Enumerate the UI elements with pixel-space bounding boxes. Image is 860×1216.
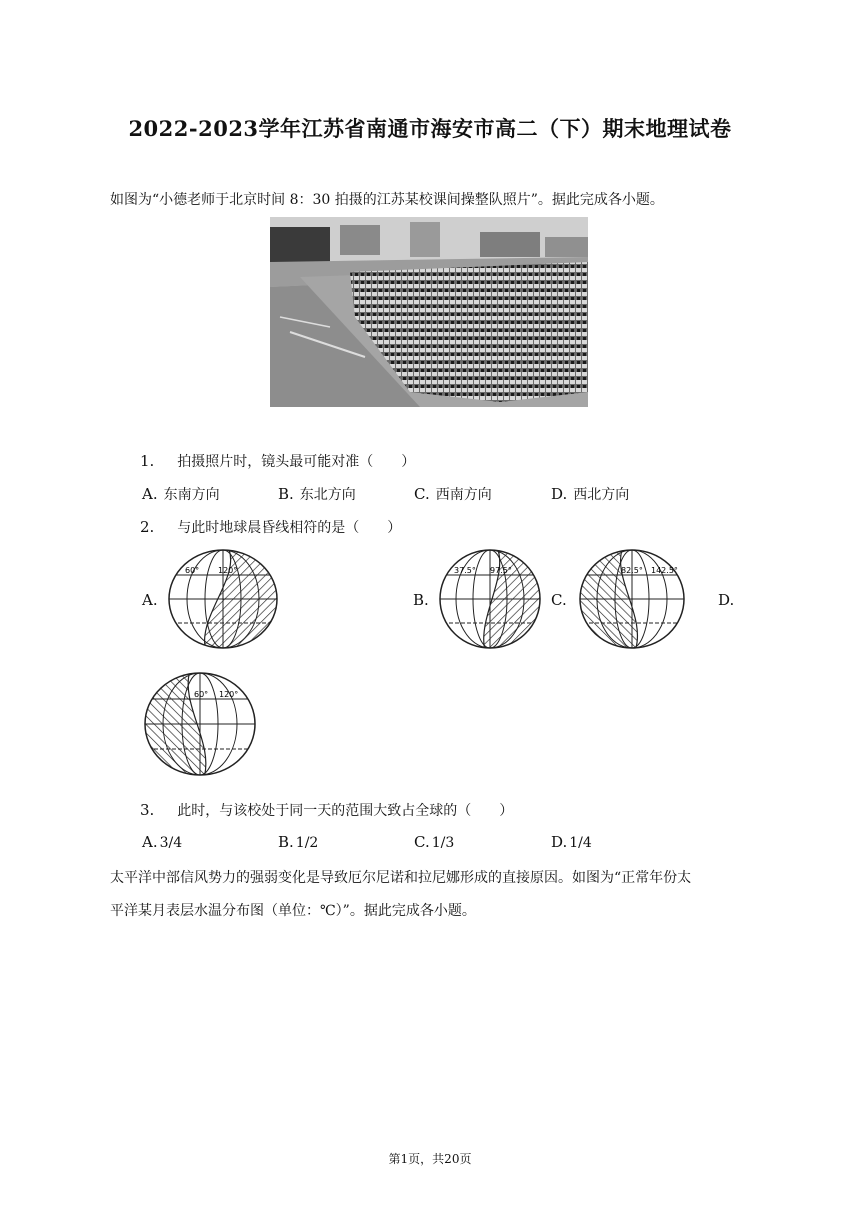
q1-option-a: A. 东南方向 bbox=[142, 485, 220, 503]
globe-label: 60° bbox=[185, 566, 200, 575]
intro-paragraph-2-line-1: 太平洋中部信风势力的强弱变化是导致厄尔尼诺和拉尼娜形成的直接原因。如图为“正常年份太 bbox=[110, 870, 692, 886]
intro-paragraph-2-line-2: 平洋某月表层水温分布图（单位：℃）”。据此完成各小题。 bbox=[110, 903, 476, 919]
question-number: 2. bbox=[140, 518, 155, 536]
q2-option-d-key: D. bbox=[718, 591, 735, 609]
q3-option-a: A. 3/4 bbox=[142, 833, 183, 851]
q2-option-b-key: B. bbox=[413, 591, 429, 609]
q3-option-d: D. 1/4 bbox=[551, 833, 592, 851]
q1-option-c: C. 西南方向 bbox=[414, 485, 492, 503]
globe-d bbox=[142, 670, 258, 782]
q2-option-a-key: A. bbox=[142, 591, 158, 609]
globe-label: 82.5° bbox=[621, 566, 643, 575]
q3-option-b: B. 1/2 bbox=[278, 833, 319, 851]
globe-b bbox=[437, 547, 543, 655]
globe-label: 37.5° bbox=[454, 566, 476, 575]
question-number: 3. bbox=[140, 801, 155, 819]
q1-option-d: D. 西北方向 bbox=[551, 485, 630, 503]
globe-label: 120° bbox=[218, 566, 238, 575]
globe-label: 142.5° bbox=[651, 566, 678, 575]
question-2 bbox=[140, 517, 401, 538]
q3-option-c: C. 1/3 bbox=[414, 833, 455, 851]
page-footer: 第1页，共20页 bbox=[388, 1152, 472, 1166]
question-number: 1. bbox=[140, 452, 155, 470]
globe-label: 120° bbox=[219, 690, 239, 699]
globe-a bbox=[166, 547, 280, 655]
question-stem: 此时，与该校处于同一天的范围大致占全球的（ ） bbox=[177, 803, 514, 819]
q1-option-b: B. 东北方向 bbox=[278, 485, 356, 503]
intro-paragraph-1: 如图为“小德老师于北京时间 8：30 拍摄的江苏某校课间操整队照片”。据此完成各小题。 bbox=[110, 192, 664, 208]
question-stem: 与此时地球晨昏线相符的是（ ） bbox=[177, 520, 402, 536]
question-stem: 拍摄照片时，镜头最可能对准（ ） bbox=[177, 454, 416, 470]
q2-option-c-key: C. bbox=[551, 591, 567, 609]
question-1 bbox=[140, 451, 415, 472]
school-exercise-photo bbox=[270, 217, 588, 407]
question-3 bbox=[140, 800, 513, 821]
page-title: 2022-2023学年江苏省南通市海安市高二（下）期末地理试卷 bbox=[128, 116, 732, 141]
globe-c bbox=[577, 547, 687, 655]
globe-label: 60° bbox=[194, 690, 209, 699]
globe-label: 97.5° bbox=[490, 566, 512, 575]
